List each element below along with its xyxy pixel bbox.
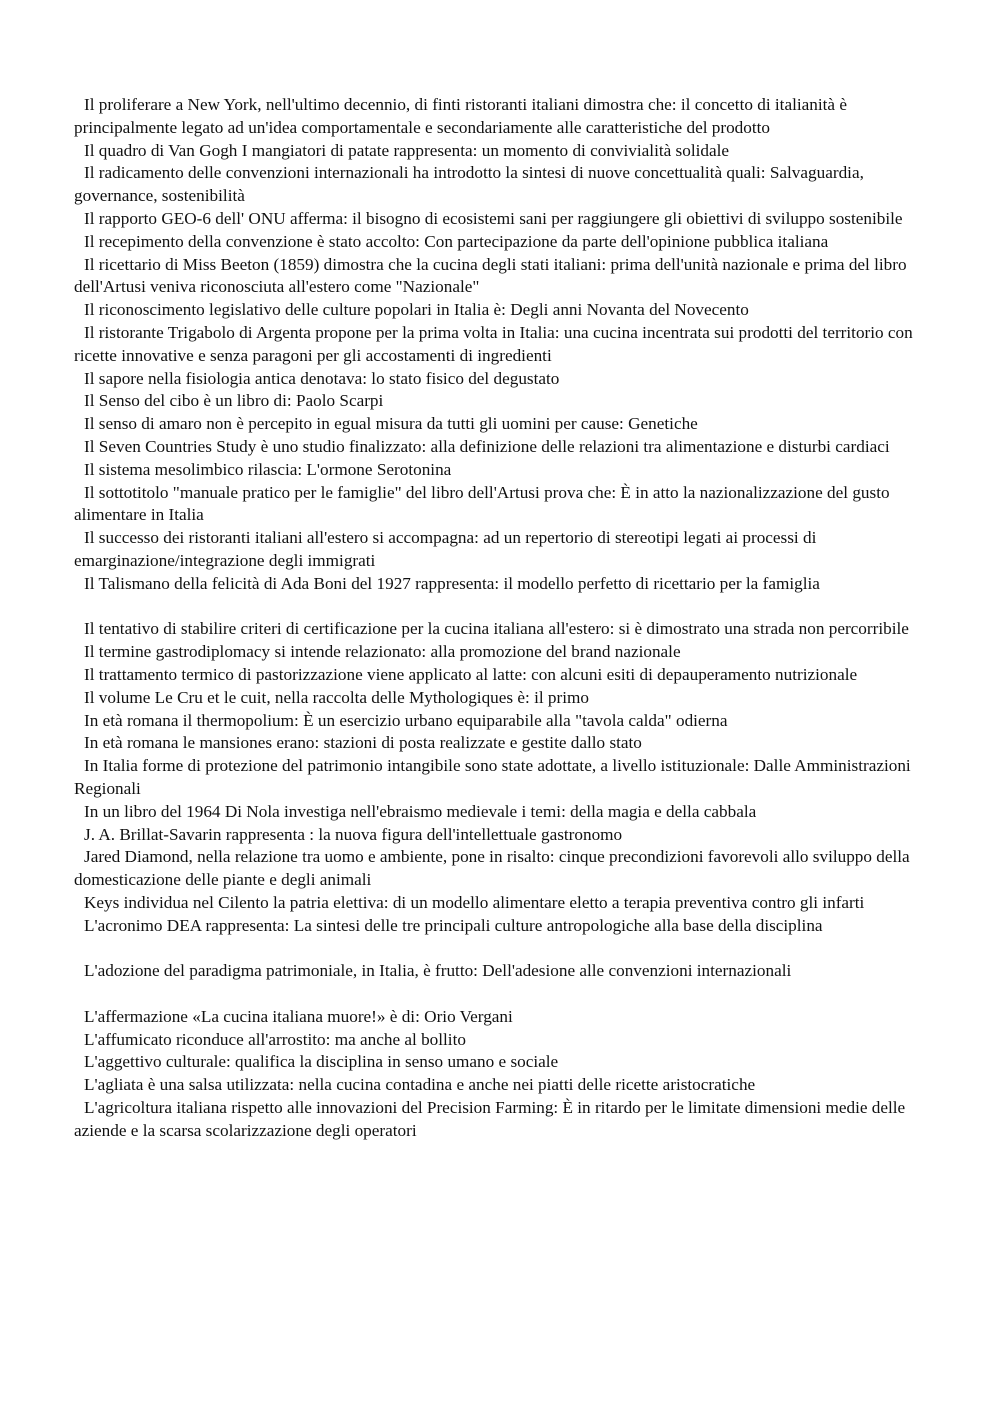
qa-entry: L'aggettivo culturale: qualifica la disciplina in senso umano e sociale	[84, 1052, 559, 1072]
qa-entry: Il radicamento delle convenzioni internazionali ha introdotto la sintesi di nuove concettualità quali: Salvaguardia, governance, sostenibilità	[74, 163, 864, 206]
qa-entry: Il senso di amaro non è percepito in egual misura da tutti gli uomini per cause: Genetiche	[84, 414, 698, 434]
qa-entry: Il Seven Countries Study è uno studio finalizzato: alla definizione delle relazioni tra alimentazione e disturbi cardiaci	[84, 436, 890, 456]
qa-entry: Il ristorante Trigabolo di Argenta propone per la prima volta in Italia: una cucina incentrata sui prodotti del territorio con ricette innovative e senza paragoni per gli accostamenti di ingredienti	[74, 322, 913, 365]
qa-entry: Il proliferare a New York, nell'ultimo decennio, di finti ristoranti italiani dimostra che: il concetto di italianità è principalmente legato ad un'idea comportamentale e secondariamente alle caratteristiche del prodotto	[74, 95, 847, 137]
qa-entry: Il Talismano della felicità di Ada Boni del 1927 rappresenta: il modello perfetto di ricettario per la famiglia	[84, 573, 820, 593]
qa-entry: Il riconoscimento legislativo delle culture popolari in Italia è: Degli anni Novanta del Novecento	[84, 300, 749, 320]
qa-entry: In età romana le mansiones erano: stazioni di posta realizzate e gestite dallo stato	[84, 733, 642, 753]
qa-entry: L'affermazione «La cucina italiana muore!» è di: Orio Vergani	[84, 1006, 513, 1026]
qa-entry: Il quadro di Van Gogh I mangiatori di patate rappresenta: un momento di convivialità solidale	[84, 140, 729, 160]
qa-entry: Il trattamento termico di pastorizzazione viene applicato al latte: con alcuni esiti di depauperamento nutrizionale	[84, 664, 858, 684]
qa-entry: Il sottotitolo "manuale pratico per le famiglie" del libro dell'Artusi prova che: È in atto la nazionalizzazione del gusto alimentare in Italia	[74, 482, 890, 525]
qa-entry: Jared Diamond, nella relazione tra uomo e ambiente, pone in risalto: cinque precondizioni favorevoli allo sviluppo della domesticazione delle piante e degli animali	[74, 847, 910, 890]
qa-entry: J. A. Brillat-Savarin rappresenta : la nuova figura dell'intellettuale gastronomo	[84, 824, 623, 844]
qa-entry: L'affumicato riconduce all'arrostito: ma anche al bollito	[84, 1029, 466, 1049]
qa-entry: L'agricoltura italiana rispetto alle innovazioni del Precision Farming: È in ritardo per le limitate dimensioni medie delle aziende e la scarsa scolarizzazione degli operatori	[74, 1098, 906, 1140]
qa-entry: Il termine gastrodiplomacy si intende relazionato: alla promozione del brand nazionale	[84, 642, 681, 662]
qa-entry: Keys individua nel Cilento la patria elettiva: di un modello alimentare eletto a terapia preventiva contro gli infarti	[84, 892, 865, 912]
qa-entry: Il volume Le Cru et le cuit, nella raccolta delle Mythologiques è: il primo	[84, 687, 589, 707]
document-body	[74, 94, 926, 1143]
qa-entry: Il rapporto GEO-6 dell' ONU afferma: il bisogno di ecosistemi sani per raggiungere gli obiettivi di sviluppo sostenibile	[84, 208, 903, 228]
qa-entry: Il ricettario di Miss Beeton (1859) dimostra che la cucina degli stati italiani: prima dell'unità nazionale e prima del libro dell'Artusi veniva riconosciuta all'estero come "Nazionale"	[74, 254, 907, 297]
qa-entry: Il sapore nella fisiologia antica denotava: lo stato fisico del degustato	[84, 368, 560, 388]
qa-entry: Il sistema mesolimbico rilascia: L'ormone Serotonina	[84, 459, 452, 479]
qa-entry: Il recepimento della convenzione è stato accolto: Con partecipazione da parte dell'opinione pubblica italiana	[84, 231, 829, 251]
qa-entry: In Italia forme di protezione del patrimonio intangibile sono state adottate, a livello istituzionale: Dalle Amministrazioni Regionali	[74, 756, 911, 798]
qa-entry: Il successo dei ristoranti italiani all'estero si accompagna: ad un repertorio di stereotipi legati ai processi di emarginazione/integrazione degli immigrati	[74, 528, 817, 570]
qa-entry: L'adozione del paradigma patrimoniale, in Italia, è frutto: Dell'adesione alle convenzioni internazionali	[84, 961, 792, 981]
qa-entry: In età romana il thermopolium: È un esercizio urbano equiparabile alla "tavola calda" odierna	[84, 710, 728, 730]
qa-entry: L'acronimo DEA rappresenta: La sintesi delle tre principali culture antropologiche alla base della disciplina	[84, 915, 823, 935]
qa-entry: L'agliata è una salsa utilizzata: nella cucina contadina e anche nei piatti delle ricette aristocratiche	[84, 1075, 756, 1095]
qa-entry: Il tentativo di stabilire criteri di certificazione per la cucina italiana all'estero: si è dimostrato una strada non percorribile	[84, 619, 909, 639]
qa-entry: Il Senso del cibo è un libro di: Paolo Scarpi	[84, 391, 384, 411]
qa-entry: In un libro del 1964 Di Nola investiga nell'ebraismo medievale i temi: della magia e della cabbala	[84, 801, 757, 821]
